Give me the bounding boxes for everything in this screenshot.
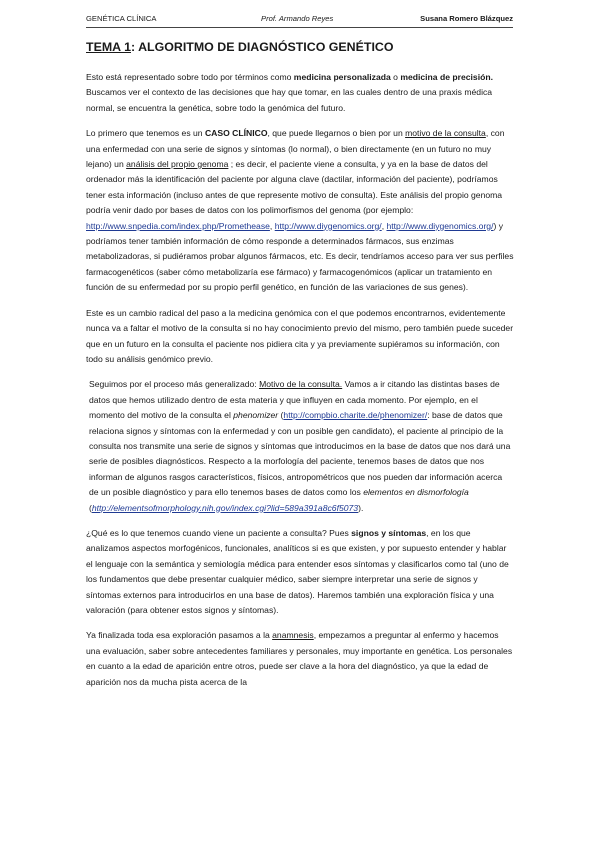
text-run: Vamos a ir citando las distintas bases de datos que hemos utilizado dentro de esta materia y que influyen en cada momento. Por ejemplo, en el momento del motivo de la consulta el (89, 379, 500, 421)
header-professor: Prof. Armando Reyes (261, 14, 334, 23)
title-text: : ALGORITMO DE DIAGNÓSTICO GENÉTICO (130, 40, 394, 54)
page-header (86, 12, 513, 28)
header-divider (86, 27, 513, 28)
term-medicina-personalizada: medicina personalizada (293, 72, 391, 82)
term-anamnesis: anamnesis (272, 630, 314, 641)
page-title (86, 38, 514, 56)
text-run: ( (89, 502, 92, 513)
text-run: Lo primero que tenemos es un (86, 128, 205, 139)
title-tema: TEMA 1 (86, 40, 131, 54)
term-signos-sintomas: signos y síntomas (351, 527, 427, 538)
link-diygenomics-2[interactable]: http://www.diygenomics.org/ (386, 220, 494, 231)
term-motivo-consulta: Motivo de la consulta. (259, 379, 343, 390)
term-caso-clinico: CASO CLÍNICO (204, 128, 268, 139)
text-run: , (381, 220, 387, 231)
text-run: : base de datos que relaciona signos y síntomas con la enfermedad y con un posible gen candidato), el paciente al principio de la consulta nos transmite una serie de signos y síntomas que introducimos en la base de datos que nos dará una serie de posibles diagnósticos. Respecto a la morfología del paciente, tenemos bases de datos que nos informan de algunos rasgos característicos, físicos, antropométricos que nos pueden dar información acerca de un posible diagnóstico y para ello tenemos bases de datos como los (89, 410, 511, 498)
link-snpedia[interactable]: http://www.snpedia.com/index.php/Promethease (86, 220, 270, 231)
text-run: , (269, 220, 275, 231)
header-course: GENÉTICA CLÍNICA (86, 14, 157, 23)
paragraph-anamnesis (86, 628, 514, 690)
term-analisis-genoma: análisis del propio genoma (126, 159, 229, 170)
term-motivo-consulta: motivo de la consulta (405, 128, 486, 139)
link-phenomizer[interactable]: http://compbio.charite.de/phenomizer/ (283, 410, 428, 421)
link-elements-of-morphology[interactable]: http://elementsofmorphology.nih.gov/index.cgi?lid=589a391a8c6f5073 (91, 502, 359, 513)
text-run: ¿Qué es lo que tenemos cuando viene un paciente a consulta? Pues (86, 527, 352, 538)
text-run: Buscamos ver el contexto de las decisiones que hay que tomar, en las cuales dentro de una praxis médica normal, se encuentra la genética, sobre todo la genómica del futuro. (86, 87, 493, 113)
text-run: , empezamos a preguntar al enfermo y hacemos una evaluación, saber sobre antecedentes familiares y personales, muy importante en genética. Los personales en cuanto a la edad de aparición entre otros, puede ser clave a la hora del diagnóstico, ya que la edad de aparición nos da mucha pista acerca de la (86, 630, 513, 687)
term-elementos-dismorfologia: elementos en dismorfología (363, 487, 469, 498)
paragraph-motivo-consulta (86, 377, 514, 516)
paragraph-signos-sintomas (86, 526, 514, 618)
document-body (86, 38, 514, 844)
term-phenomizer: phenomizer (233, 410, 279, 421)
text-run: , con una enfermedad con una serie de signos y síntomas (lo normal), o bien directamente (en un futuro no muy lejano) un (86, 128, 505, 170)
text-run: ). (358, 502, 364, 513)
paragraph-cambio-radical: Este es un cambio radical del paso a la medicina genómica con el que podemos encontrarnos, evidentemente nunca va a faltar el motivo de la consulta si no hay conocimiento previo del mismo, pero también puede suceder que en un futuro en la consulta el paciente nos pidiera cita y ya previamente supiéramos su información, con todo su análisis genómico previo. (86, 307, 514, 364)
text-run: ; es decir, el paciente viene a consulta, y ya en la base de datos del ordenador más la identificación del paciente por alguna clave (dactilar, información del paciente), podríamos tener esta información (incluso antes de que represente motivo de consulta). Este análisis del propio genoma podría venir dado por bases de datos con los polimorfismos del genoma (por ejemplo: (86, 159, 503, 216)
text-run: Seguimos por el proceso más generalizado: (89, 379, 260, 390)
text-run: ) y podríamos tener también información de cómo responde a determinados fármacos, sus enzimas metabolizadoras, si pudiéramos probar algunos fármacos, etc. Es decir, tendríamos acceso para ver sus perfiles farmacogenéticos (saber cómo metabolizaría ese fármaco) y farmacogenómicos (aplicar un tratamiento en función de su enfermedad por su propio perfil genético, en función de las variaciones de sus genes). (86, 220, 514, 293)
link-diygenomics[interactable]: http://www.diygenomics.org/ (274, 220, 382, 231)
header-author: Susana Romero Blázquez (420, 14, 513, 23)
text-run: Esto está representado sobre todo por términos como (86, 72, 294, 82)
paragraph-intro (86, 70, 514, 116)
text-run: o (390, 72, 401, 82)
paragraph-caso-clinico (86, 126, 514, 295)
term-medicina-precision: medicina de precisión. (400, 72, 493, 82)
text-run: Ya finalizada toda esa exploración pasamos a la (86, 630, 273, 641)
text-run: , que puede llegarnos o bien por un (267, 128, 406, 139)
text-run: ( (278, 410, 284, 421)
text-run: , en los que analizamos aspectos morfogénicos, funcionales, analíticos si es que existen, y por supuesto entender y hablar el lenguaje con la semántica y semiología médica para entender esos síntomas y clasificarlos como tal (uno de los fundamentos que debe presentar cualquier médico, saber siempre interpretar una serie de signos y síntomas externos para introducirlos en una base de datos). Haremos también una exploración física y una valoración (para obtener estos signos y síntomas). (86, 527, 509, 615)
